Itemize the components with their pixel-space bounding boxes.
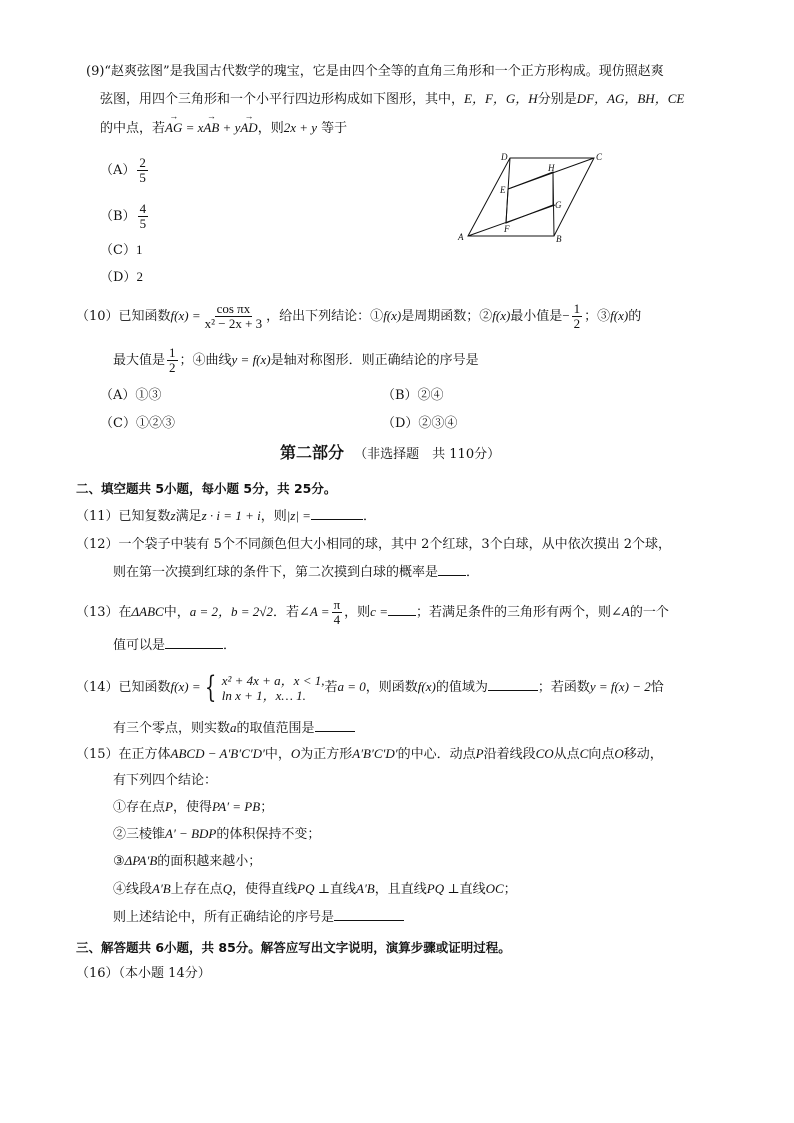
q9-plus: + y <box>219 120 241 135</box>
q15-text: 直线 <box>329 882 356 897</box>
q15-conclusion-1 <box>113 797 273 818</box>
q9-text: 弦图，用四个三角形和一个小平行四边形构成如下图形，其中， <box>100 92 465 107</box>
q15-c: C <box>579 746 589 761</box>
fraction-num: 4 <box>139 201 147 216</box>
q14-text: 有三个零点，则实数 <box>113 721 231 736</box>
fraction-den: 5 <box>139 216 147 231</box>
q14-text: 若 <box>324 680 338 695</box>
q9-points: E，F，G，H <box>464 91 538 106</box>
q15-text: 移动， <box>623 747 663 762</box>
option-label: （D） <box>100 270 137 285</box>
fraction-num: cos πx <box>216 301 251 316</box>
q15-oc: OC <box>485 881 504 896</box>
q14-text: ，则函数 <box>365 680 418 695</box>
section-three-heading: 三、解答题共 6小题，共 85分。解答应写出文字说明，演算步骤或证明过程。 <box>76 940 511 955</box>
q13-line1 <box>76 598 669 627</box>
vector-ab: → AB <box>203 118 219 138</box>
label-h: H <box>548 163 555 173</box>
fraction <box>203 302 265 331</box>
q9-line2 <box>100 89 684 110</box>
q13-text: （13）在 <box>76 605 132 620</box>
q14-text: ；若函数 <box>537 680 590 695</box>
fraction <box>138 202 149 231</box>
part-subtitle: （非选择题 共 110分） <box>354 447 501 462</box>
q13-text: ．若 <box>272 605 299 620</box>
fraction-num: π <box>333 597 341 612</box>
label-f: F <box>504 224 510 234</box>
q10-text: ；③ <box>584 309 611 324</box>
q13-text: ，则 <box>344 605 371 620</box>
q15-text: ③ <box>113 854 125 869</box>
q15-triangle: ΔPA′B <box>124 853 158 868</box>
q14-line2 <box>113 718 355 739</box>
q14-text: 的取值范围是 <box>236 721 315 736</box>
q12-line2 <box>113 563 479 583</box>
q12-text: 则在第一次摸到红球的条件下，第二次摸到白球的概率是 <box>113 565 439 580</box>
q10-fx: f(x) <box>383 308 402 323</box>
q10-text: ；④曲线 <box>179 353 232 368</box>
option-label: （A） <box>100 163 136 178</box>
q12-line1: （12）一个袋子中装有 5个不同颜色但大小相同的球，其中 2个红球，3个白球，从中依次摸出 2个球， <box>76 537 672 552</box>
answer-blank[interactable] <box>165 636 223 649</box>
q15-last <box>113 908 404 928</box>
q9-option-b <box>100 202 150 231</box>
cases <box>222 673 325 703</box>
answer-blank[interactable] <box>388 603 416 616</box>
label-b: B <box>556 234 562 244</box>
q10-option-d: （D）②③④ <box>382 416 458 431</box>
q15-o: O <box>614 746 624 761</box>
q15-text: 中， <box>264 747 291 762</box>
q11-text: （11）已知复数 <box>76 509 171 524</box>
q15-text: 从点 <box>553 747 580 762</box>
q15-text: ②三棱锥 <box>113 827 166 842</box>
q15-text: 则上述结论中，所有正确结论的序号是 <box>113 910 335 925</box>
label-c: C <box>596 152 603 162</box>
answer-blank[interactable] <box>488 678 538 691</box>
q15-text: 的中心．动点 <box>397 747 476 762</box>
vector-ag: → AG <box>165 118 182 138</box>
q9-text: 分别是 <box>537 92 577 107</box>
case-1: x² + 4x + a，x < 1, <box>221 672 325 688</box>
q9-text: ，则 <box>257 121 284 136</box>
q13-angle-a: ∠A <box>610 604 630 619</box>
q10-text: ，给出下列结论：① <box>266 309 384 324</box>
q15-text: ，且直线 <box>374 882 427 897</box>
q15-q: Q <box>222 881 233 896</box>
q15-text: ，使得 <box>172 800 212 815</box>
q15-text: ； <box>260 800 274 815</box>
q14-text: 的值域为 <box>435 680 488 695</box>
q15-line1 <box>76 744 663 765</box>
answer-blank[interactable] <box>334 908 404 921</box>
q15-pq: PQ ⊥ <box>426 881 460 896</box>
part-title: 第二部分 <box>280 443 345 462</box>
fraction <box>167 346 178 375</box>
q10-text: （10）已知函数 <box>76 309 171 324</box>
q15-eq: PA′ = PB <box>211 799 261 814</box>
piecewise <box>201 669 325 705</box>
q9-eq: = x <box>182 120 204 135</box>
answer-blank[interactable] <box>311 507 363 520</box>
fraction-den: x² − 2x + 3 <box>204 316 263 331</box>
q9-option-a <box>100 156 150 185</box>
q11-text: ，则 <box>260 509 287 524</box>
q13-line2 <box>113 636 236 656</box>
answer-blank[interactable] <box>438 563 466 576</box>
q10-text: 最大值是 <box>113 353 166 368</box>
q16-heading: （16）（本小题 14分） <box>76 966 211 981</box>
q10-line1 <box>76 302 641 331</box>
q15-conclusion-3 <box>113 851 261 872</box>
q11 <box>76 506 376 527</box>
option-label: （B） <box>100 209 136 224</box>
q13-cond: a = 2，b = 2√2 <box>189 604 273 619</box>
q14-g: y = f(x) − 2 <box>589 679 651 694</box>
q15-text: （15）在正方体 <box>76 747 171 762</box>
q11-z: z <box>170 508 176 523</box>
q9-line3 <box>100 118 347 139</box>
q14-text: 恰 <box>650 680 664 695</box>
q15-square: A′B′C′D′ <box>352 746 398 761</box>
q11-text: ． <box>362 509 376 524</box>
q10-text: 的 <box>628 309 642 324</box>
q10-fx: f(x) <box>610 308 629 323</box>
q9-expr: 2x + y <box>283 120 318 135</box>
q15-text: 上存在点 <box>170 882 223 897</box>
q15-co: CO <box>535 746 554 761</box>
fraction-den: 5 <box>139 170 146 185</box>
q15-text: 的面积越来越小； <box>157 854 262 869</box>
brace-icon: { <box>204 669 216 705</box>
q11-eq: z · i = 1 + i <box>201 508 261 523</box>
q15-text: 向点 <box>588 747 615 762</box>
q15-text: 直线 <box>459 882 486 897</box>
q13-triangle: ΔABC <box>131 604 164 619</box>
q15-p: P <box>165 799 173 814</box>
fraction-num: 1 <box>169 345 176 360</box>
q10-fx: f(x) <box>492 308 511 323</box>
q12-text: ． <box>466 565 480 580</box>
q15-text: 的体积保持不变； <box>216 827 321 842</box>
q15-text: 为正方形 <box>300 747 353 762</box>
q13-angle: ∠A = <box>298 604 330 619</box>
option-label: （C） <box>100 243 136 258</box>
fraction <box>572 302 583 331</box>
q14-fx: f(x) = <box>170 679 201 694</box>
fraction-den: 2 <box>573 316 581 331</box>
case-2: ln x + 1，x… 1. <box>221 687 306 703</box>
option-text: 1 <box>135 242 143 257</box>
q14-fx: f(x) <box>417 679 436 694</box>
q15-text: ④线段 <box>113 882 153 897</box>
q15-cube: ABCD − A′B′C′D′ <box>170 746 265 761</box>
q15-seg: A′B <box>152 881 171 896</box>
q10-option-a: （A）①③ <box>100 388 162 403</box>
q11-abs: |z| = <box>286 508 311 523</box>
q15-conclusion-2 <box>113 824 320 845</box>
q11-text: 满足 <box>175 509 202 524</box>
q13-text: ；若满足条件的三角形有两个，则 <box>415 605 611 620</box>
q15-p: P <box>475 746 484 761</box>
label-e: E <box>500 185 506 195</box>
q9-option-d <box>100 267 143 288</box>
q10-text: 是轴对称图形．则正确结论的序号是 <box>270 353 479 368</box>
q9-segments: DF，AG，BH，CE <box>576 91 685 106</box>
q15-o: O <box>290 746 301 761</box>
q9-text: 的中点，若 <box>100 121 166 136</box>
vector-ad: → AD <box>240 118 257 138</box>
part-two-heading <box>280 443 500 465</box>
q15-conclusion-4 <box>113 879 517 900</box>
section-two-heading: 二、填空题共 5小题，每小题 5分，共 25分。 <box>76 481 337 496</box>
q10-line2 <box>113 346 479 375</box>
q10-minus: − <box>562 308 570 323</box>
answer-blank[interactable] <box>315 719 355 732</box>
q15-text: 沿着线段 <box>483 747 536 762</box>
label-d: D <box>501 152 508 162</box>
q10-text: 最小值是 <box>510 309 563 324</box>
q9-option-c <box>100 240 142 261</box>
q10-fx: f(x) = <box>170 308 201 323</box>
q10-text: 是周期函数；② <box>401 309 493 324</box>
fraction <box>137 156 148 185</box>
q15-text: ①存在点 <box>113 800 166 815</box>
q15-text: ，使得直线 <box>232 882 298 897</box>
q13-c: c = <box>370 604 388 619</box>
fraction-den: 4 <box>333 612 341 627</box>
fraction-den: 2 <box>169 360 176 375</box>
fraction-num: 1 <box>573 301 581 316</box>
q14-line1 <box>76 670 664 705</box>
q15-line2: 有下列四个结论： <box>113 773 218 788</box>
q14-a: a <box>230 720 237 735</box>
q9-line1: (9)“赵爽弦图”是我国古代数学的瑰宝，它是由四个全等的直角三角形和一个正方形构成。现仿照赵爽 <box>86 64 664 79</box>
q10-curve: y = f(x) <box>231 352 271 367</box>
option-text: 2 <box>136 269 143 284</box>
q10-option-c: （C）①②③ <box>100 416 175 431</box>
parallelogram-figure <box>456 148 616 248</box>
q14-text: （14）已知函数 <box>76 680 171 695</box>
fraction <box>332 598 343 627</box>
q14-a0: a = 0 <box>337 679 366 694</box>
q10-option-b: （B）②④ <box>382 388 444 403</box>
q15-pq: PQ ⊥ <box>297 881 330 896</box>
label-g: G <box>555 200 562 210</box>
q9-text: 等于 <box>321 121 348 136</box>
q15-tetra: A′ − BDP <box>165 826 217 841</box>
label-a: A <box>458 232 464 242</box>
fraction-num: 2 <box>139 155 146 170</box>
q15-ab: A′B <box>356 881 375 896</box>
q13-text: 中， <box>163 605 190 620</box>
q15-text: ； <box>503 882 517 897</box>
q13-text: 的一个 <box>629 605 669 620</box>
q13-text: 值可以是 <box>113 638 166 653</box>
q13-text: ． <box>223 638 237 653</box>
